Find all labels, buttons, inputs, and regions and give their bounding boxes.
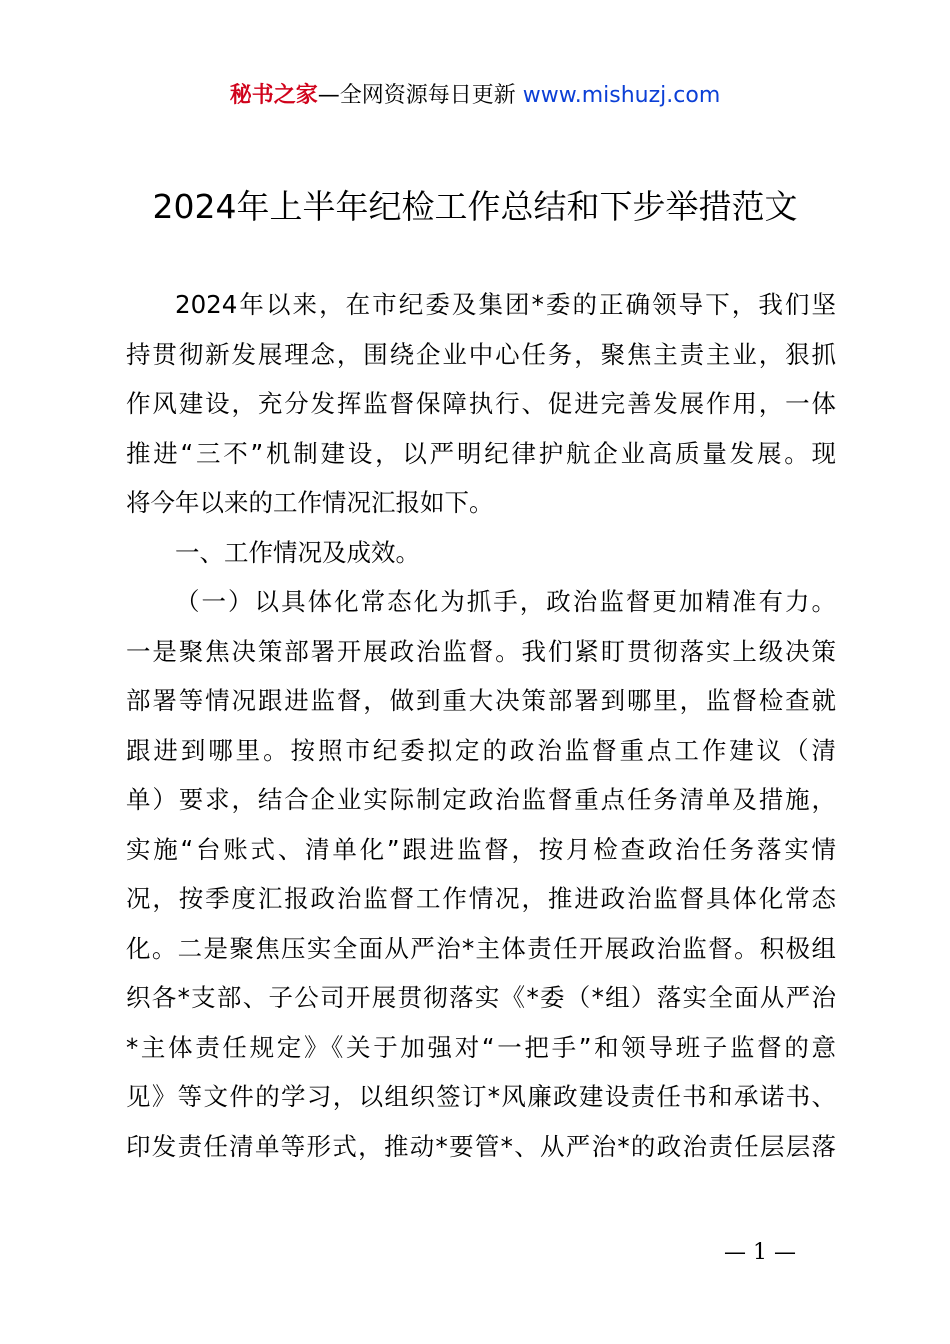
document-title: 2024年上半年纪检工作总结和下步举措范文 [152,187,798,226]
paragraph-line: 作风建设，充分发挥监督保障执行、促进完善发展作用，一体 [126,389,836,418]
page-number: — 1 — [724,1240,796,1265]
paragraph-line: 跟进到哪里。按照市纪委拟定的政治监督重点工作建议（清 [126,735,836,765]
paragraph-line: 推进“三不”机制建设，以严明纪律护航企业高质量发展。现 [126,438,836,468]
paragraph-line: 织各*支部、子公司开展贯彻落实《*委（*组）落实全面从严治 [126,983,836,1012]
site-url-link[interactable]: www.mishuzj.com [522,83,721,108]
paragraph-line: 持贯彻新发展理念，围绕企业中心任务，聚焦主责主业，狠抓 [126,339,836,369]
paragraph-line: 一是聚焦决策部署开展政治监督。我们紧盯贯彻落实上级决策 [126,636,836,666]
paragraph-line: *主体责任规定》《关于加强对“一把手”和领导班子监督的意 [126,1032,836,1062]
paragraph-line: 将今年以来的工作情况汇报如下。 [126,488,494,517]
paragraph-line: 印发责任清单等形式，推动*要管*、从严治*的政治责任层层落 [126,1131,836,1161]
paragraph-line: 2024年以来，在市纪委及集团*委的正确领导下，我们坚 [175,290,836,319]
paragraph-line: 况，按季度汇报政治监督工作情况，推进政治监督具体化常态 [126,884,836,913]
site-brand: 秘书之家 [229,83,318,108]
section-heading: 一、工作情况及成效。 [175,537,420,567]
subsection-heading: （一）以具体化常态化为抓手，政治监督更加精准有力。 [175,587,836,616]
document-body [126,280,836,1171]
paragraph-line: 化。二是聚焦压实全面从严治*主体责任开展政治监督。积极组 [126,933,836,963]
paragraph-line: 部署等情况跟进监督，做到重大决策部署到哪里，监督检查就 [126,686,836,715]
paragraph-line: 单）要求，结合企业实际制定政治监督重点任务清单及措施， [126,785,836,814]
site-tagline: —全网资源每日更新 [317,83,516,108]
paragraph-line: 实施“台账式、清单化”跟进监督，按月检查政治任务落实情 [126,834,836,864]
site-header [0,80,950,112]
paragraph-line: 见》等文件的学习，以组织签订*风廉政建设责任书和承诺书、 [126,1082,836,1111]
